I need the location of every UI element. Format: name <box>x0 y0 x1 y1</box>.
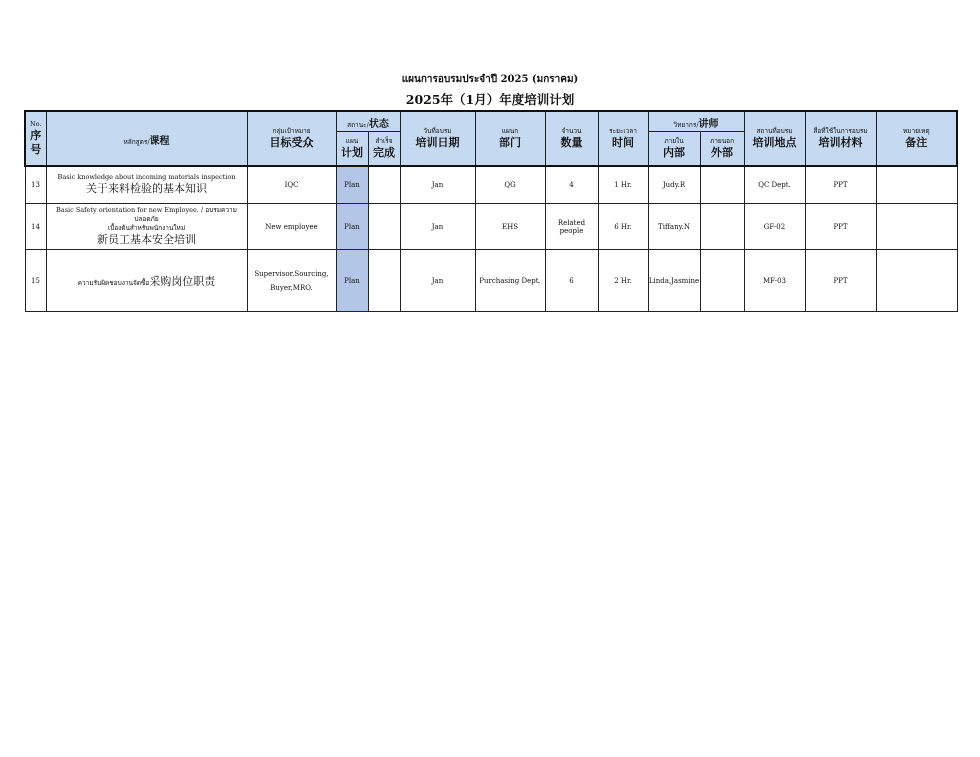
table-row <box>25 166 957 204</box>
header-status-th: สถานะ/ <box>347 121 369 129</box>
header-done-cn: 完成 <box>373 145 395 159</box>
course-line-th: เบื้องต้นสำหรับพนักงานใหม่ <box>107 224 186 232</box>
header-date <box>400 111 475 166</box>
row-trainer-internal: Tiffany.N <box>648 204 700 250</box>
header-target-th: กลุ่มเป้าหมาย <box>272 126 311 135</box>
row-trainer-external <box>700 204 744 250</box>
header-no-en: No. <box>29 119 42 128</box>
document-title-thai: แผนการอบรมประจำปี 2025 (มกราคม) <box>401 74 579 85</box>
header-done <box>368 132 400 166</box>
row-trainer-internal: Judy.R <box>648 166 700 204</box>
header-no <box>25 111 46 166</box>
header-external-cn: 外部 <box>711 145 733 159</box>
row-date: Jan <box>400 204 475 250</box>
header-trainer-th: วิทยากร/ <box>673 121 699 129</box>
header-location-th: สถานที่อบรม <box>756 126 793 135</box>
header-material-cn: 培训材料 <box>818 135 863 149</box>
header-done-th: สำเร็จ <box>375 136 393 145</box>
header-date-cn: 培训日期 <box>415 135 460 149</box>
row-status-plan: Plan <box>336 166 368 204</box>
row-trainer-internal: Linda,Jasmine <box>648 250 700 312</box>
header-remark <box>876 111 957 166</box>
row-status-done <box>368 204 400 250</box>
header-plan-th: แผน <box>345 136 359 145</box>
header-trainer <box>648 111 744 132</box>
header-location <box>744 111 805 166</box>
header-no-cn2: 号 <box>30 142 42 156</box>
header-time-th: ระยะเวลา <box>609 126 637 135</box>
row-status-done <box>368 166 400 204</box>
row-material: PPT <box>805 204 876 250</box>
header-status-cn: 状态 <box>368 119 389 130</box>
course-line-cn: 关于来料检验的基本知识 <box>86 182 207 196</box>
header-target <box>247 111 336 166</box>
row-location: MF-03 <box>744 250 805 312</box>
header-internal-cn: 内部 <box>663 145 685 159</box>
header-time-cn: 时间 <box>612 135 634 149</box>
header-target-cn: 目标受众 <box>269 135 314 149</box>
row-no: 14 <box>25 204 46 250</box>
row-material: PPT <box>805 166 876 204</box>
header-no-cn1: 序 <box>30 128 42 142</box>
row-course <box>46 166 247 204</box>
row-status-done <box>368 250 400 312</box>
course-line-en: Basic Safety orientation for new Employee. / อบรมความปลอดภัย <box>56 206 237 223</box>
header-material-th: สื่อที่ใช้ในการอบรม <box>813 126 868 135</box>
header-row-top <box>25 111 957 132</box>
row-date: Jan <box>400 166 475 204</box>
training-plan-table <box>24 110 958 312</box>
row-status-plan: Plan <box>336 204 368 250</box>
row-trainer-external <box>700 250 744 312</box>
course-line-cn: 采购岗位职责 <box>149 274 216 288</box>
header-trainer-cn: 讲师 <box>698 119 719 130</box>
header-date-th: วันที่อบรม <box>423 126 452 135</box>
header-plan-cn: 计划 <box>341 145 363 159</box>
table-row <box>25 204 957 250</box>
header-dept-cn: 部门 <box>499 135 521 149</box>
header-course <box>46 111 247 166</box>
document-title-chinese: 2025年（1月）年度培训计划 <box>405 92 575 107</box>
row-course <box>46 250 247 312</box>
row-location: GF-02 <box>744 204 805 250</box>
row-qty: 4 <box>545 166 598 204</box>
row-qty: 6 <box>545 250 598 312</box>
row-dept: EHS <box>475 204 545 250</box>
course-line-en: Basic knowledge about incoming materials inspection <box>57 173 236 182</box>
header-external-th: ภายนอก <box>709 136 735 145</box>
row-remark <box>876 250 957 312</box>
target-line-2: Buyer,MRO. <box>270 283 313 292</box>
header-remark-th: หมายเหตุ <box>902 126 930 135</box>
row-status-plan: Plan <box>336 250 368 312</box>
row-dept: QG <box>475 166 545 204</box>
row-date: Jan <box>400 250 475 312</box>
row-no: 15 <box>25 250 46 312</box>
row-time: 1 Hr. <box>598 166 648 204</box>
row-target <box>247 250 336 312</box>
row-course <box>46 204 247 250</box>
row-material: PPT <box>805 250 876 312</box>
course-line-th: ความรับผิดชอบงานจัดซื้อ <box>77 278 150 287</box>
course-line-cn: 新员工基本安全培训 <box>97 233 196 246</box>
header-qty-cn: 数量 <box>560 135 583 149</box>
row-location: QC Dept. <box>744 166 805 204</box>
header-qty-th: จำนวน <box>561 126 582 135</box>
header-material <box>805 111 876 166</box>
header-time <box>598 111 648 166</box>
row-qty: Related people <box>545 204 598 250</box>
header-external <box>700 132 744 166</box>
header-dept <box>475 111 545 166</box>
row-target: New employee <box>247 204 336 250</box>
header-course-cn: 课程 <box>149 135 170 147</box>
row-remark <box>876 204 957 250</box>
header-internal-th: ภายใน <box>664 136 684 145</box>
row-time: 6 Hr. <box>598 204 648 250</box>
row-target: IQC <box>247 166 336 204</box>
row-time: 2 Hr. <box>598 250 648 312</box>
header-location-cn: 培训地点 <box>752 135 797 149</box>
header-dept-th: แผนก <box>501 126 519 135</box>
header-internal <box>648 132 700 166</box>
row-trainer-external <box>700 166 744 204</box>
header-remark-cn: 备注 <box>905 135 928 149</box>
header-qty <box>545 111 598 166</box>
table-row <box>25 250 957 312</box>
row-dept: Purchasing Dept. <box>475 250 545 312</box>
header-course-th: หลักสูตร/ <box>123 137 150 146</box>
header-plan <box>336 132 368 166</box>
header-status <box>336 111 400 132</box>
row-remark <box>876 166 957 204</box>
row-no: 13 <box>25 166 46 204</box>
target-line-1: Supervisor,Sourcing, <box>254 269 329 278</box>
